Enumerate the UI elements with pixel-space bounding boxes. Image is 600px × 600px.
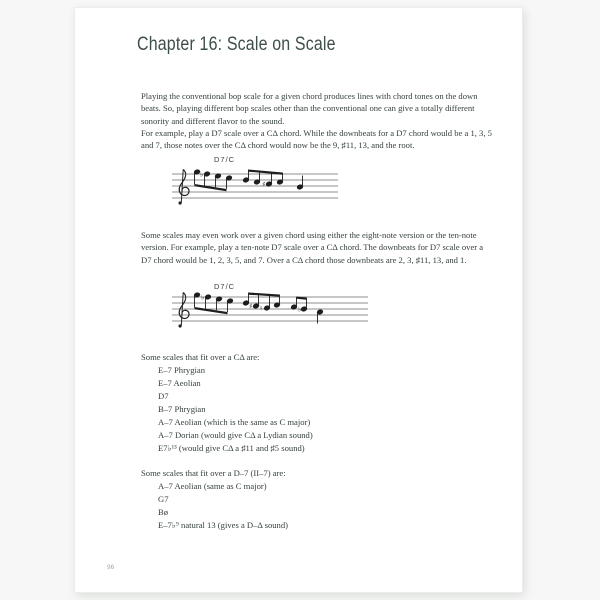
scale-list-c-major7 (141, 351, 313, 455)
flat-accidental-icon: ♭ (298, 305, 302, 314)
scale-list-header: Some scales that fit over a D–7 (II–7) are: (141, 468, 286, 478)
list-item: B–7 Phrygian (158, 404, 206, 414)
list-item: E7♭¹³ (would give CΔ a ♯11 and ♯5 sound) (158, 443, 305, 453)
treble-clef-icon (179, 170, 190, 205)
book-page (74, 7, 523, 593)
treble-clef-icon (179, 293, 190, 328)
chapter-title: Chapter 16: Scale on Scale (137, 34, 336, 55)
beamed-note-group-2 (243, 170, 283, 189)
list-item: A–7 Aeolian (same as C major) (158, 481, 267, 491)
list-item: G7 (158, 494, 169, 504)
list-item: E–7 Aeolian (158, 378, 201, 388)
scale-list-d-minor7 (141, 467, 288, 532)
quarter-note (297, 176, 303, 190)
scale-list-header: Some scales that fit over a CΔ are: (141, 352, 260, 362)
chord-label-2: D7/C (214, 282, 236, 291)
paragraph-3: Some scales may even work over a given chord using either the eight-note version or the ten-note version. For example, play a ten-note D7 scale over a CΔ chord. The downbeats for D7 scale over a D7 chord would be 1, 2, 3, 5, and 7. Over a CΔ chord those downbeats are 2, 3, ♯11, 13, and 1. (141, 230, 484, 265)
flat-accidental-icon: ♭ (201, 293, 205, 302)
music-staff-example-1 (170, 165, 340, 211)
quarter-note (317, 309, 323, 323)
list-item: E–7♭⁹ natural 13 (gives a D–Δ sound) (158, 520, 289, 530)
paragraph-2: For example, play a D7 scale over a CΔ chord. While the downbeats for a D7 chord would be a 1, 3, 5 and 7, those notes over the CΔ chord would now be the 9, ♯11, 13, and the root. (141, 128, 492, 151)
natural-accidental-icon: ♮ (260, 304, 263, 313)
sharp-accidental-icon: ♯ (249, 302, 253, 311)
music-staff-example-2 (170, 291, 370, 337)
page-number: 96 (107, 564, 115, 571)
list-item: Bø (158, 507, 169, 517)
paragraph-1: Playing the conventional bop scale for a given chord produces lines with chord tones on the down beats. So, playing different bop scales other than the conventional one can give a totally different sonority and different flavor to the sound. (141, 91, 478, 126)
beamed-note-group-2 (243, 293, 280, 313)
beamed-note-group-3 (291, 297, 307, 314)
list-item: D7 (158, 391, 169, 401)
chord-label-1: D7/C (214, 155, 236, 164)
list-item: E–7 Phrygian (158, 365, 206, 375)
sharp-accidental-icon: ♯ (262, 180, 266, 189)
list-item: A–7 Aeolian (which is the same as C major) (158, 417, 311, 427)
list-item: A–7 Dorian (would give CΔ a Lydian sound) (158, 430, 313, 440)
flat-accidental-icon: ♭ (200, 170, 204, 179)
